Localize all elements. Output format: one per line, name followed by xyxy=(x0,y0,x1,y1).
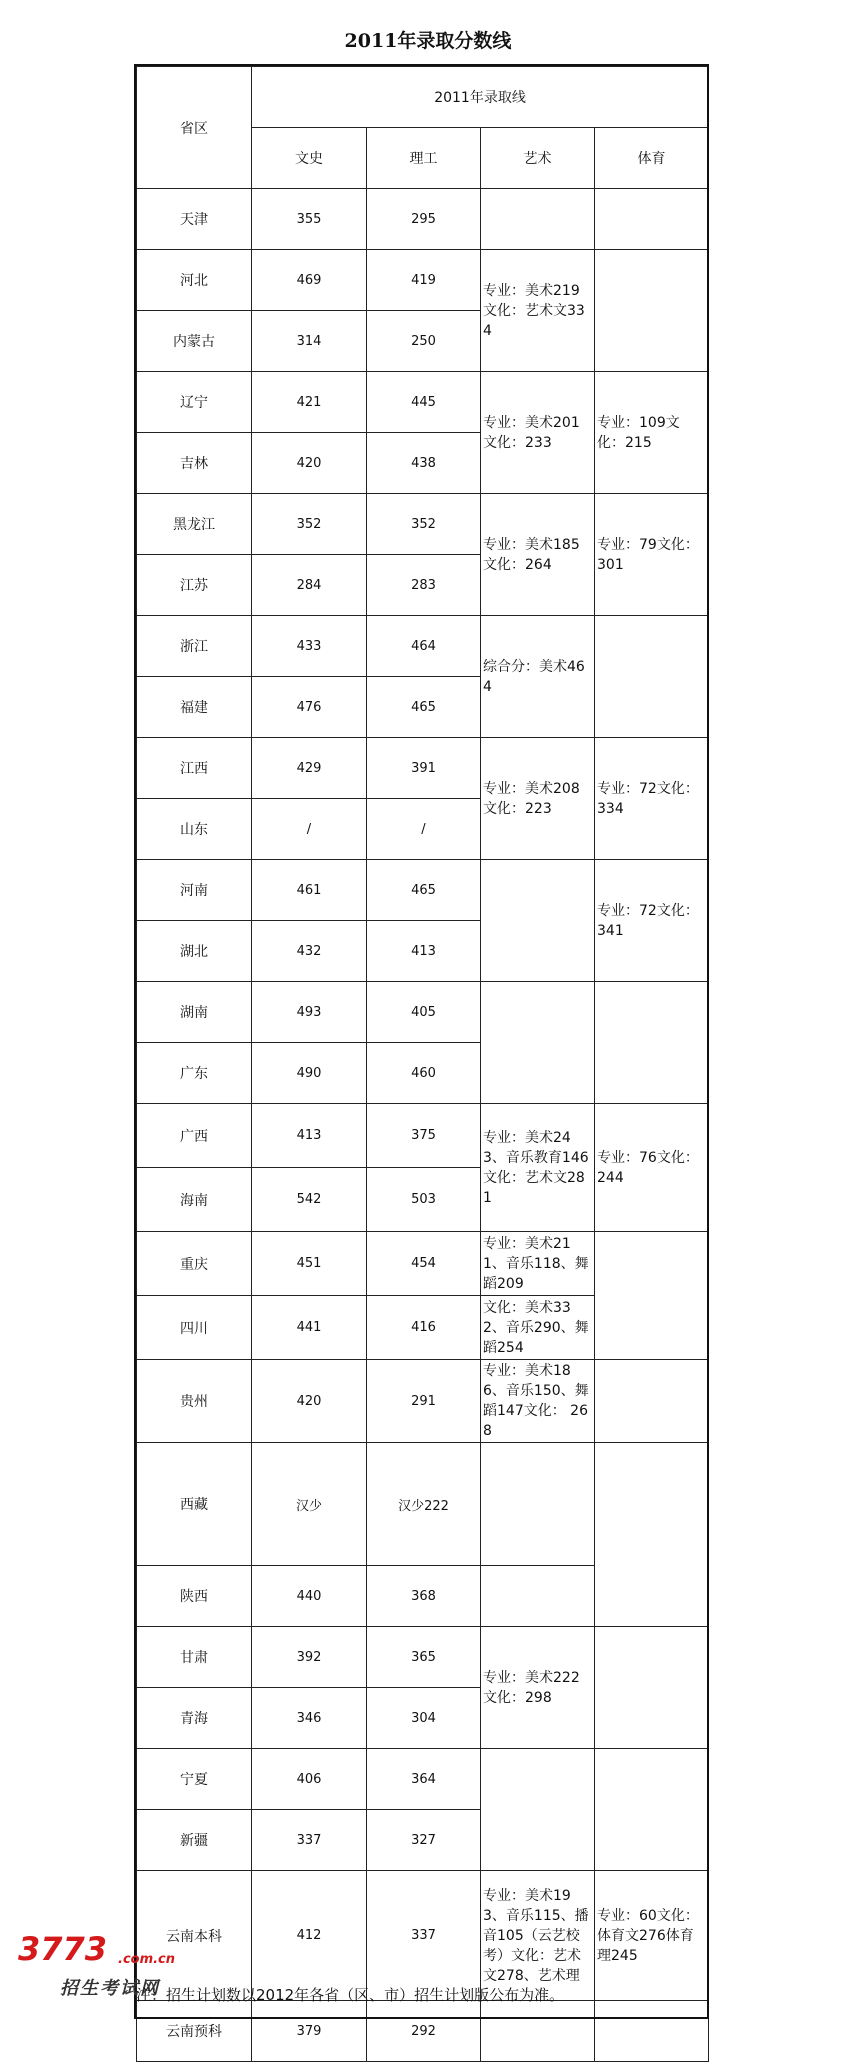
table-row xyxy=(137,494,709,555)
cell-wenshi-score: / xyxy=(252,799,367,860)
header-tiyu: 体育 xyxy=(595,128,709,189)
cell-wenshi-score: 379 xyxy=(252,2001,367,2062)
cell-province: 广西 xyxy=(137,1104,252,1168)
header-province: 省区 xyxy=(137,67,252,189)
cell-art-score: 专业：美术208文化：223 xyxy=(481,738,595,860)
cell-wenshi-score: 542 xyxy=(252,1168,367,1232)
cell-wenshi-score: 451 xyxy=(252,1232,367,1296)
cell-province: 贵州 xyxy=(137,1360,252,1443)
cell-ligong-score: 405 xyxy=(367,982,481,1043)
logo-tagline: 招生考试网 xyxy=(60,1978,160,1999)
cell-art-score: 综合分：美术464 xyxy=(481,616,595,738)
table-row xyxy=(137,372,709,433)
table-row xyxy=(137,250,709,311)
cell-wenshi-score: 433 xyxy=(252,616,367,677)
cell-sports-score xyxy=(595,616,709,738)
table-row xyxy=(137,616,709,677)
cell-province: 内蒙古 xyxy=(137,311,252,372)
cell-ligong-score: 250 xyxy=(367,311,481,372)
cell-ligong-score: 391 xyxy=(367,738,481,799)
cell-wenshi-score: 490 xyxy=(252,1043,367,1104)
cell-art-score: 专业：美术201文化：233 xyxy=(481,372,595,494)
cell-wenshi-score: 412 xyxy=(252,1871,367,2001)
cell-sports-score xyxy=(595,189,709,250)
cell-wenshi-score: 392 xyxy=(252,1627,367,1688)
cell-ligong-score: 337 xyxy=(367,1871,481,2001)
cell-wenshi-score: 441 xyxy=(252,1296,367,1360)
table-row xyxy=(137,860,709,921)
cell-sports-score xyxy=(595,1627,709,1749)
cell-province: 黑龙江 xyxy=(137,494,252,555)
cell-wenshi-score: 413 xyxy=(252,1104,367,1168)
cell-wenshi-score: 469 xyxy=(252,250,367,311)
cell-sports-score xyxy=(595,1749,709,1871)
cell-province: 宁夏 xyxy=(137,1749,252,1810)
cell-province: 浙江 xyxy=(137,616,252,677)
cell-art-score: 专业：美术193、音乐115、播音105（云艺校考）文化：艺术文278、艺术理 xyxy=(481,1871,595,2001)
cell-art-score: 专业：美术185文化：264 xyxy=(481,494,595,616)
cell-wenshi-score: 420 xyxy=(252,433,367,494)
cell-ligong-score: 352 xyxy=(367,494,481,555)
table-row xyxy=(137,738,709,799)
cell-wenshi-score: 440 xyxy=(252,1566,367,1627)
footnote: 注：招生计划数以2012年各省（区、市）招生计划版公布为准。 xyxy=(136,1986,565,2004)
cell-ligong-score: 438 xyxy=(367,433,481,494)
cell-art-score xyxy=(481,1443,595,1566)
cell-wenshi-score: 337 xyxy=(252,1810,367,1871)
cell-province: 湖南 xyxy=(137,982,252,1043)
cell-ligong-score: 465 xyxy=(367,860,481,921)
cell-province: 青海 xyxy=(137,1688,252,1749)
cell-sports-score: 专业：76文化：244 xyxy=(595,1104,709,1232)
cell-province: 河南 xyxy=(137,860,252,921)
cell-wenshi-score: 432 xyxy=(252,921,367,982)
cell-province: 甘肃 xyxy=(137,1627,252,1688)
header-yishu: 艺术 xyxy=(481,128,595,189)
cell-province: 广东 xyxy=(137,1043,252,1104)
cell-ligong-score: 460 xyxy=(367,1043,481,1104)
cell-wenshi-score: 461 xyxy=(252,860,367,921)
cell-ligong-score: 327 xyxy=(367,1810,481,1871)
cell-ligong-score: / xyxy=(367,799,481,860)
cell-wenshi-score: 406 xyxy=(252,1749,367,1810)
cell-province: 天津 xyxy=(137,189,252,250)
table-row xyxy=(137,1627,709,1688)
cell-wenshi-score: 493 xyxy=(252,982,367,1043)
cell-ligong-score: 445 xyxy=(367,372,481,433)
cell-sports-score xyxy=(595,1360,709,1443)
table-row xyxy=(137,1749,709,1810)
cell-province: 四川 xyxy=(137,1296,252,1360)
cell-sports-score: 专业：109文化：215 xyxy=(595,372,709,494)
cell-ligong-score: 465 xyxy=(367,677,481,738)
cell-province: 福建 xyxy=(137,677,252,738)
cell-province: 西藏 xyxy=(137,1443,252,1566)
table-row xyxy=(137,2001,709,2062)
cell-ligong-score: 365 xyxy=(367,1627,481,1688)
cell-ligong-score: 419 xyxy=(367,250,481,311)
cell-province: 江苏 xyxy=(137,555,252,616)
cell-ligong-score: 464 xyxy=(367,616,481,677)
cell-ligong-score: 416 xyxy=(367,1296,481,1360)
admission-score-table xyxy=(136,66,709,2062)
cell-ligong-score: 364 xyxy=(367,1749,481,1810)
cell-ligong-score: 503 xyxy=(367,1168,481,1232)
cell-wenshi-score: 346 xyxy=(252,1688,367,1749)
logo-domain: .com.cn xyxy=(118,1952,176,1967)
cell-province: 云南本科 xyxy=(137,1871,252,2001)
cell-province: 湖北 xyxy=(137,921,252,982)
cell-ligong-score: 292 xyxy=(367,2001,481,2062)
cell-province: 辽宁 xyxy=(137,372,252,433)
cell-art-score xyxy=(481,2001,595,2062)
cell-art-score: 文化：美术332、音乐290、舞蹈254 xyxy=(481,1296,595,1360)
cell-ligong-score: 413 xyxy=(367,921,481,982)
header-group: 2011年录取线 xyxy=(252,67,709,128)
page-title: 2011年录取分数线 xyxy=(344,30,512,52)
cell-sports-score: 专业：72文化：334 xyxy=(595,738,709,860)
cell-art-score xyxy=(481,982,595,1104)
cell-ligong-score: 汉少222 xyxy=(367,1443,481,1566)
cell-wenshi-score: 汉少 xyxy=(252,1443,367,1566)
cell-wenshi-score: 429 xyxy=(252,738,367,799)
cell-wenshi-score: 420 xyxy=(252,1360,367,1443)
cell-ligong-score: 375 xyxy=(367,1104,481,1168)
logo-brand: 3773 xyxy=(18,1930,108,1968)
table-row xyxy=(137,1232,709,1296)
cell-art-score xyxy=(481,1749,595,1871)
cell-art-score xyxy=(481,189,595,250)
cell-art-score: 专业：美术243、音乐教育146文化：艺术文281 xyxy=(481,1104,595,1232)
cell-ligong-score: 304 xyxy=(367,1688,481,1749)
cell-sports-score: 专业：72文化：341 xyxy=(595,860,709,982)
cell-art-score: 专业：美术186、音乐150、舞蹈147文化： 268 xyxy=(481,1360,595,1443)
cell-art-score xyxy=(481,1566,595,1627)
cell-province: 云南预科 xyxy=(137,2001,252,2062)
cell-ligong-score: 295 xyxy=(367,189,481,250)
table-row xyxy=(137,1443,709,1566)
cell-province: 吉林 xyxy=(137,433,252,494)
cell-art-score: 专业：美术219文化：艺术文334 xyxy=(481,250,595,372)
cell-wenshi-score: 421 xyxy=(252,372,367,433)
cell-province: 河北 xyxy=(137,250,252,311)
cell-sports-score xyxy=(595,1443,709,1627)
table-row xyxy=(137,1360,709,1443)
cell-province: 陕西 xyxy=(137,1566,252,1627)
cell-province: 海南 xyxy=(137,1168,252,1232)
cell-ligong-score: 368 xyxy=(367,1566,481,1627)
cell-art-score: 专业：美术211、音乐118、舞蹈209 xyxy=(481,1232,595,1296)
cell-ligong-score: 291 xyxy=(367,1360,481,1443)
cell-ligong-score: 454 xyxy=(367,1232,481,1296)
cell-art-score xyxy=(481,860,595,982)
table-row xyxy=(137,189,709,250)
cell-wenshi-score: 352 xyxy=(252,494,367,555)
cell-wenshi-score: 355 xyxy=(252,189,367,250)
cell-art-score: 专业：美术222文化：298 xyxy=(481,1627,595,1749)
cell-sports-score xyxy=(595,2001,709,2062)
header-ligong: 理工 xyxy=(367,128,481,189)
cell-wenshi-score: 314 xyxy=(252,311,367,372)
cell-sports-score: 专业：79文化：301 xyxy=(595,494,709,616)
cell-wenshi-score: 476 xyxy=(252,677,367,738)
cell-sports-score xyxy=(595,250,709,372)
cell-province: 江西 xyxy=(137,738,252,799)
cell-ligong-score: 283 xyxy=(367,555,481,616)
cell-province: 新疆 xyxy=(137,1810,252,1871)
cell-province: 山东 xyxy=(137,799,252,860)
table-row xyxy=(137,1104,709,1168)
cell-sports-score xyxy=(595,1232,709,1360)
cell-province: 重庆 xyxy=(137,1232,252,1296)
header-wenshi: 文史 xyxy=(252,128,367,189)
table-row xyxy=(137,982,709,1043)
cell-sports-score: 专业：60文化： 体育文276体育理245 xyxy=(595,1871,709,2001)
cell-sports-score xyxy=(595,982,709,1104)
cell-wenshi-score: 284 xyxy=(252,555,367,616)
